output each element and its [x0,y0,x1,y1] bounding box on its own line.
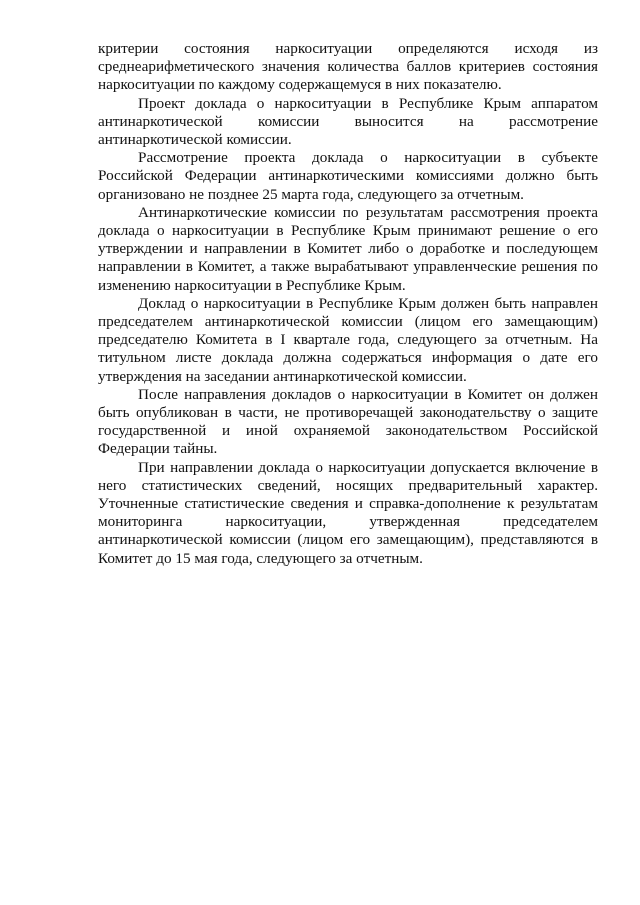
document-page [98,40,598,568]
paragraph-review-deadline: Рассмотрение проекта доклада о наркоситуации в субъекте Российской Федерации антинаркотическими комиссиями должно быть организовано не позднее 25 марта года, следующего за отчетным. [98,149,598,203]
paragraph-criteria-continuation: критерии состояния наркоситуации определяются исходя из среднеарифметического значения количества баллов критериев состояния наркоситуации по каждому содержащемуся в них показателю. [98,40,598,94]
paragraph-publication: После направления докладов о наркоситуации в Комитет он должен быть опубликован в части, не противоречащей законодательству о защите государственной и иной охраняемой законодательством Российской Федерации тайны. [98,385,598,458]
paragraph-report-submission: Доклад о наркоситуации в Республике Крым должен быть направлен председателем антинаркотической комиссии (лицом его замещающим) председателю Комитета в I квартале года, следующего за отчетным. На титульном листе доклада должна содержаться информация о дате его утверждения на заседании антинаркотической комиссии. [98,294,598,385]
paragraph-statistics: При направлении доклада о наркоситуации допускается включение в него статистических сведений, носящих предварительный характер. Уточненные статистические сведения и справка-дополнение к результатам мониторинга наркоситуации, утвержденная председателем антинаркотической комиссии (лицом его замещающим), представляются в Комитет до 15 мая года, следующего за отчетным. [98,458,598,567]
paragraph-commission-decision: Антинаркотические комиссии по результатам рассмотрения проекта доклада о наркоситуации в Республике Крым принимают решение о его утверждении и направлении в Комитет либо о доработке и последующем направлении в Комитет, а также вырабатывают управленческие решения по изменению наркоситуации в Республике Крым. [98,203,598,294]
paragraph-draft-report: Проект доклада о наркоситуации в Республике Крым аппаратом антинаркотической комиссии выносится на рассмотрение антинаркотической комиссии. [98,94,598,149]
